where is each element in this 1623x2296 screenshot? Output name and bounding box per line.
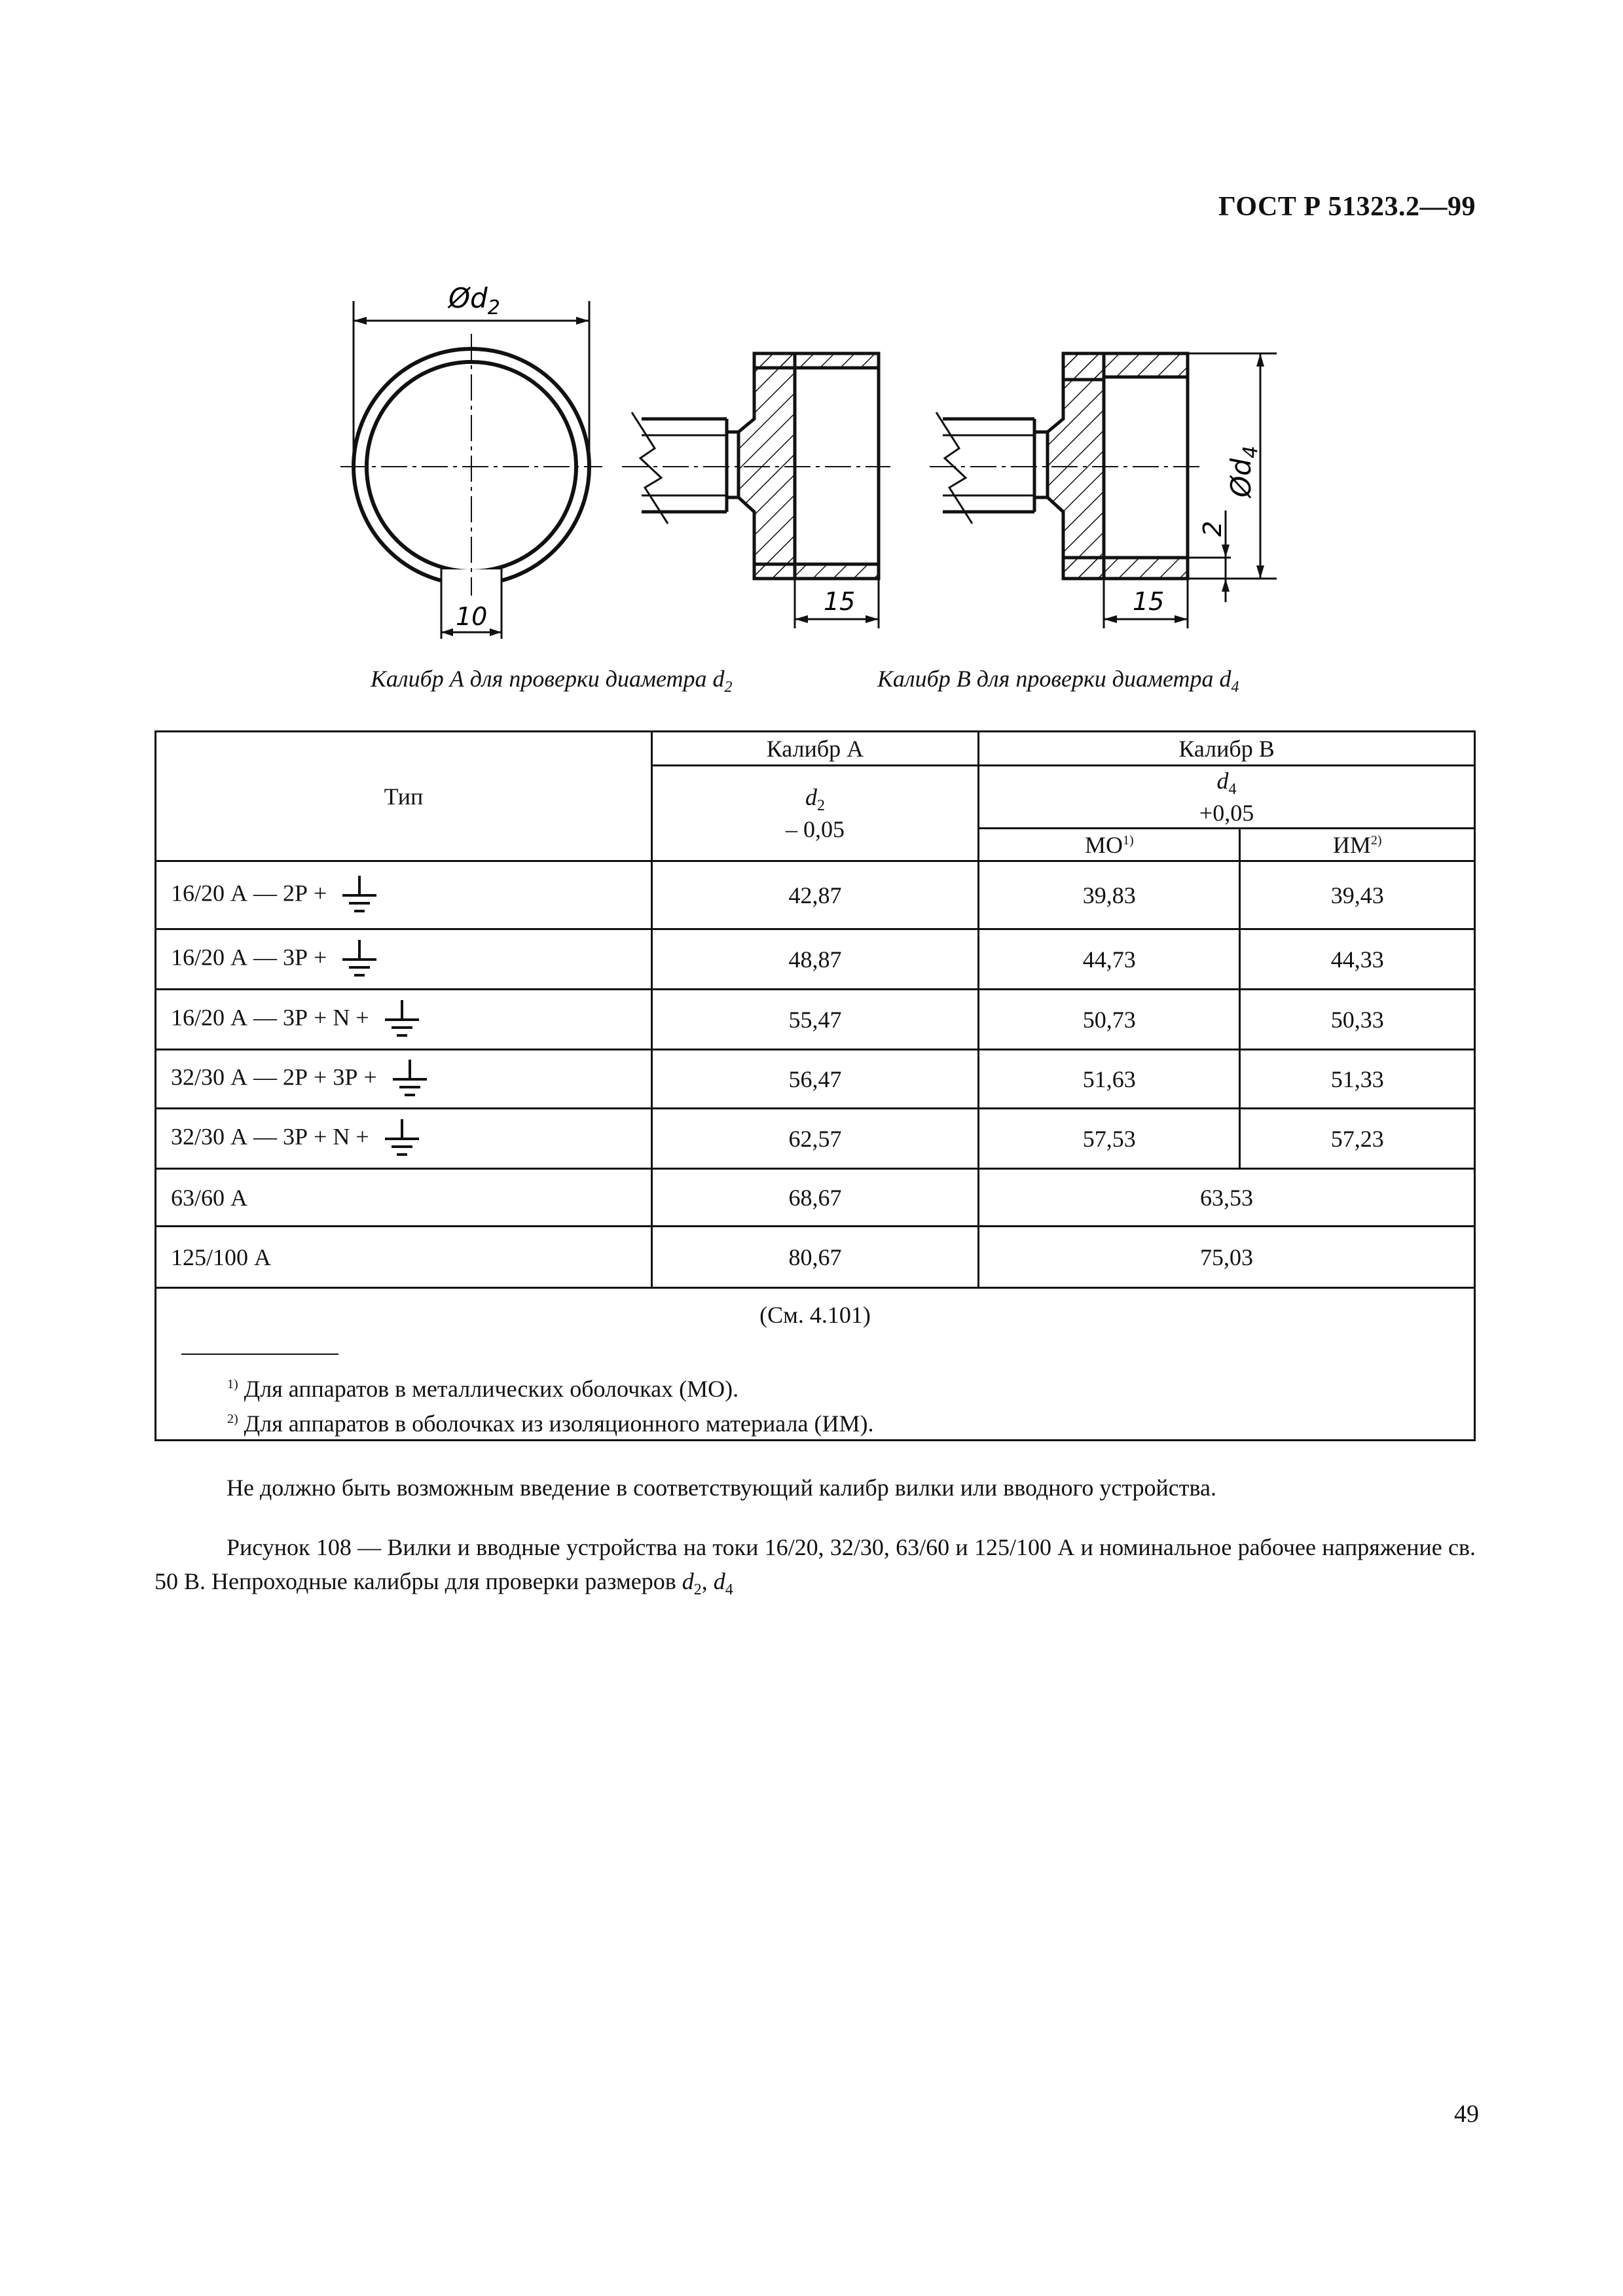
header-gauge-b: Калибр В [979, 732, 1475, 766]
table-row [156, 861, 1475, 929]
page-number: 49 [1454, 2100, 1479, 2128]
footnote-divider [181, 1354, 338, 1355]
header-d2: $d_2$ – 0,05 [651, 766, 978, 861]
see-reference: (См. 4.101) [759, 1302, 871, 1328]
type-cell: 63/60 А [156, 1169, 652, 1227]
ground-symbol-icon [382, 999, 422, 1041]
table-row [156, 1169, 1475, 1227]
ground-symbol-icon [340, 874, 379, 916]
header-im: ИМ$^{2)}$ [1240, 829, 1475, 861]
gauge-b-value: 63,53 [979, 1169, 1475, 1227]
im-value: 39,43 [1240, 861, 1475, 929]
gauge-a-value: 68,67 [651, 1169, 978, 1227]
mo-value: 44,73 [979, 929, 1240, 990]
table-row [156, 1109, 1475, 1169]
footnote-2: $^{2)}$ Для аппаратов в оболочках из изоляционного материала (ИМ). [227, 1410, 874, 1437]
ground-symbol-icon [340, 939, 379, 980]
dimension-2: 2 [1198, 520, 1227, 537]
label-d4: $Ød_4$ [1225, 446, 1262, 497]
type-cell: 16/20 А — 3Р + N + [156, 990, 652, 1050]
label-d2: $Ød_2$ [448, 282, 500, 319]
type-cell: 16/20 А — 3Р + [156, 929, 652, 990]
header-gauge-a: Калибр А [651, 732, 978, 766]
gauge-a-value: 62,57 [651, 1109, 978, 1169]
gauge-dimensions-table [155, 730, 1476, 1441]
im-value: 44,33 [1240, 929, 1475, 990]
gauge-a-value: 55,47 [651, 990, 978, 1050]
dimension-15b: 15 [1133, 587, 1165, 616]
gauge-a-front-view [340, 301, 602, 639]
table-row [156, 990, 1475, 1050]
mo-value: 57,53 [979, 1109, 1240, 1169]
table-notes [156, 1288, 1475, 1441]
footnote-1: $^{1)}$ Для аппаратов в металлических оболочках (МО). [227, 1376, 739, 1402]
table-row [156, 1227, 1475, 1288]
im-value: 51,33 [1240, 1050, 1475, 1109]
header-d4: $d_4$ +0,05 [979, 766, 1475, 829]
gauge-b-value: 75,03 [979, 1227, 1475, 1288]
im-value: 50,33 [1240, 990, 1475, 1050]
note-paragraph: Не должно быть возможным введение в соответствующий калибр вилки или вводного устройства. [227, 1475, 1216, 1501]
im-value: 57,23 [1240, 1109, 1475, 1169]
mo-value: 50,73 [979, 990, 1240, 1050]
type-cell: 32/30 А — 2Р + 3Р + [156, 1050, 652, 1109]
table-row [156, 929, 1475, 990]
table-row [156, 1050, 1475, 1109]
mo-value: 39,83 [979, 861, 1240, 929]
header-type: Тип [156, 732, 652, 861]
header-mo: МО$^{1)}$ [979, 829, 1240, 861]
dimension-10: 10 [456, 602, 488, 631]
type-cell: 16/20 А — 2Р + [156, 861, 652, 929]
caption-gauge-b: Калибр В для проверки диаметра $d_4$ [877, 666, 1239, 696]
gauge-a-value: 80,67 [651, 1227, 978, 1288]
caption-gauge-a: Калибр А для проверки диаметра $d_2$ [371, 666, 733, 696]
type-cell: 125/100 А [156, 1227, 652, 1288]
type-cell: 32/30 А — 3Р + N + [156, 1109, 652, 1169]
gauge-a-value: 48,87 [651, 929, 978, 990]
gauge-drawing [314, 262, 1309, 655]
ground-symbol-icon [382, 1118, 422, 1160]
document-code: ГОСТ Р 51323.2—99 [1218, 192, 1476, 222]
dimension-15a: 15 [824, 587, 856, 616]
mo-value: 51,63 [979, 1050, 1240, 1109]
gauge-a-value: 42,87 [651, 861, 978, 929]
gauge-a-value: 56,47 [651, 1050, 978, 1109]
ground-symbol-icon [390, 1058, 429, 1100]
figure-caption: Рисунок 108 — Вилки и вводные устройства на токи 16/20, 32/30, 63/60 и 125/100 А и номинальное рабочее напряжение св. 50 В. Непроходные калибры для проверки размеров $d_2$, $d_4$ [155, 1534, 1476, 1599]
